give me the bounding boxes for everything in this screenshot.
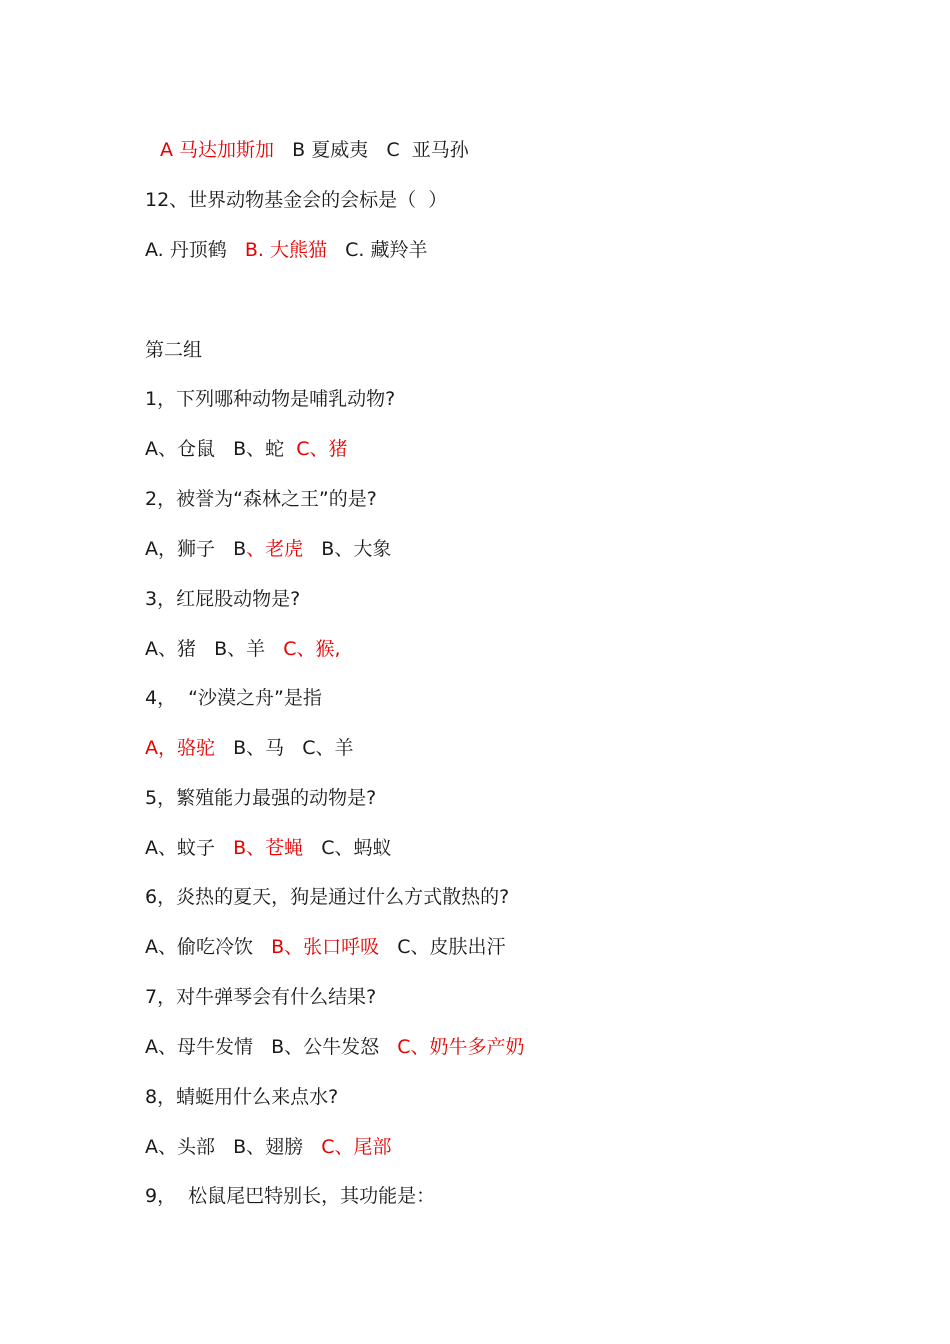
plain-text: A、蚊子 bbox=[145, 837, 234, 859]
plain-text: 3，红屁股动物是? bbox=[145, 588, 301, 610]
options-line bbox=[145, 836, 392, 860]
plain-text: C、皮肤出汗 bbox=[379, 936, 506, 958]
question-line bbox=[145, 1085, 338, 1109]
plain-text: B、大象 bbox=[303, 538, 392, 560]
question-line bbox=[145, 885, 509, 909]
plain-text: C、蚂蚁 bbox=[303, 837, 392, 859]
question-line bbox=[145, 1184, 435, 1208]
plain-text: A、偷吃冷饮 bbox=[145, 936, 272, 958]
question-line bbox=[145, 587, 300, 611]
answer-text: B. 大熊猫 bbox=[244, 239, 327, 261]
plain-text: 8，蜻蜓用什么来点水? bbox=[145, 1086, 339, 1108]
plain-text: 4， “沙漠之舟”是指 bbox=[145, 687, 322, 709]
plain-text: A、头部 B、翅膀 bbox=[145, 1136, 322, 1158]
answer-text: A，骆驼 bbox=[145, 737, 215, 759]
plain-text: 6，炎热的夏天，狗是通过什么方式散热的? bbox=[145, 886, 510, 908]
options-line bbox=[145, 238, 427, 262]
answer-text: C、猴, bbox=[283, 638, 341, 660]
answer-text: C、奶牛多产奶 bbox=[397, 1036, 525, 1058]
answer-text: B、张口呼吸 bbox=[271, 936, 380, 958]
options-line bbox=[145, 537, 391, 561]
options-line bbox=[145, 437, 348, 461]
plain-text: 9， 松鼠尾巴特别长，其功能是： bbox=[145, 1185, 436, 1207]
options-line bbox=[145, 1035, 525, 1059]
options-line bbox=[145, 1135, 392, 1159]
plain-text: 7，对牛弹琴会有什么结果? bbox=[145, 986, 377, 1008]
question-line bbox=[145, 387, 395, 411]
options-line bbox=[145, 935, 506, 959]
options-line bbox=[145, 736, 354, 760]
plain-text: B、马 C、羊 bbox=[215, 737, 354, 759]
plain-text: 2，被誉为“森林之王”的是? bbox=[145, 488, 377, 510]
question-line bbox=[145, 188, 447, 212]
question-line bbox=[145, 686, 322, 710]
plain-text: 1，下列哪种动物是哺乳动物? bbox=[145, 388, 396, 410]
plain-text: A，狮子 B bbox=[145, 538, 247, 560]
question-line bbox=[145, 487, 377, 511]
options-line bbox=[145, 637, 341, 661]
plain-text: C. 藏羚羊 bbox=[327, 239, 428, 261]
plain-text: B 夏威夷 C 亚马孙 bbox=[274, 139, 469, 161]
plain-text: A、母牛发情 B、公牛发怒 bbox=[145, 1036, 398, 1058]
question-line bbox=[145, 786, 376, 810]
answer-text: C、尾部 bbox=[321, 1136, 392, 1158]
plain-text: 12、世界动物基金会的会标是（ ） bbox=[145, 189, 448, 211]
answer-text: A 马达加斯加 bbox=[160, 139, 275, 161]
section-heading bbox=[145, 338, 202, 362]
plain-text: A. 丹顶鹤 bbox=[145, 239, 245, 261]
plain-text: 5，繁殖能力最强的动物是? bbox=[145, 787, 377, 809]
question-line bbox=[145, 985, 376, 1009]
answer-text: C、猪 bbox=[296, 438, 348, 460]
plain-text: 第二组 bbox=[145, 339, 203, 361]
answer-text: 、老虎 bbox=[246, 538, 304, 560]
answer-text: B、苍蝇 bbox=[233, 837, 304, 859]
options-line bbox=[160, 138, 469, 162]
plain-text: A、仓鼠 B、蛇 bbox=[145, 438, 297, 460]
plain-text: A、猪 B、羊 bbox=[145, 638, 284, 660]
